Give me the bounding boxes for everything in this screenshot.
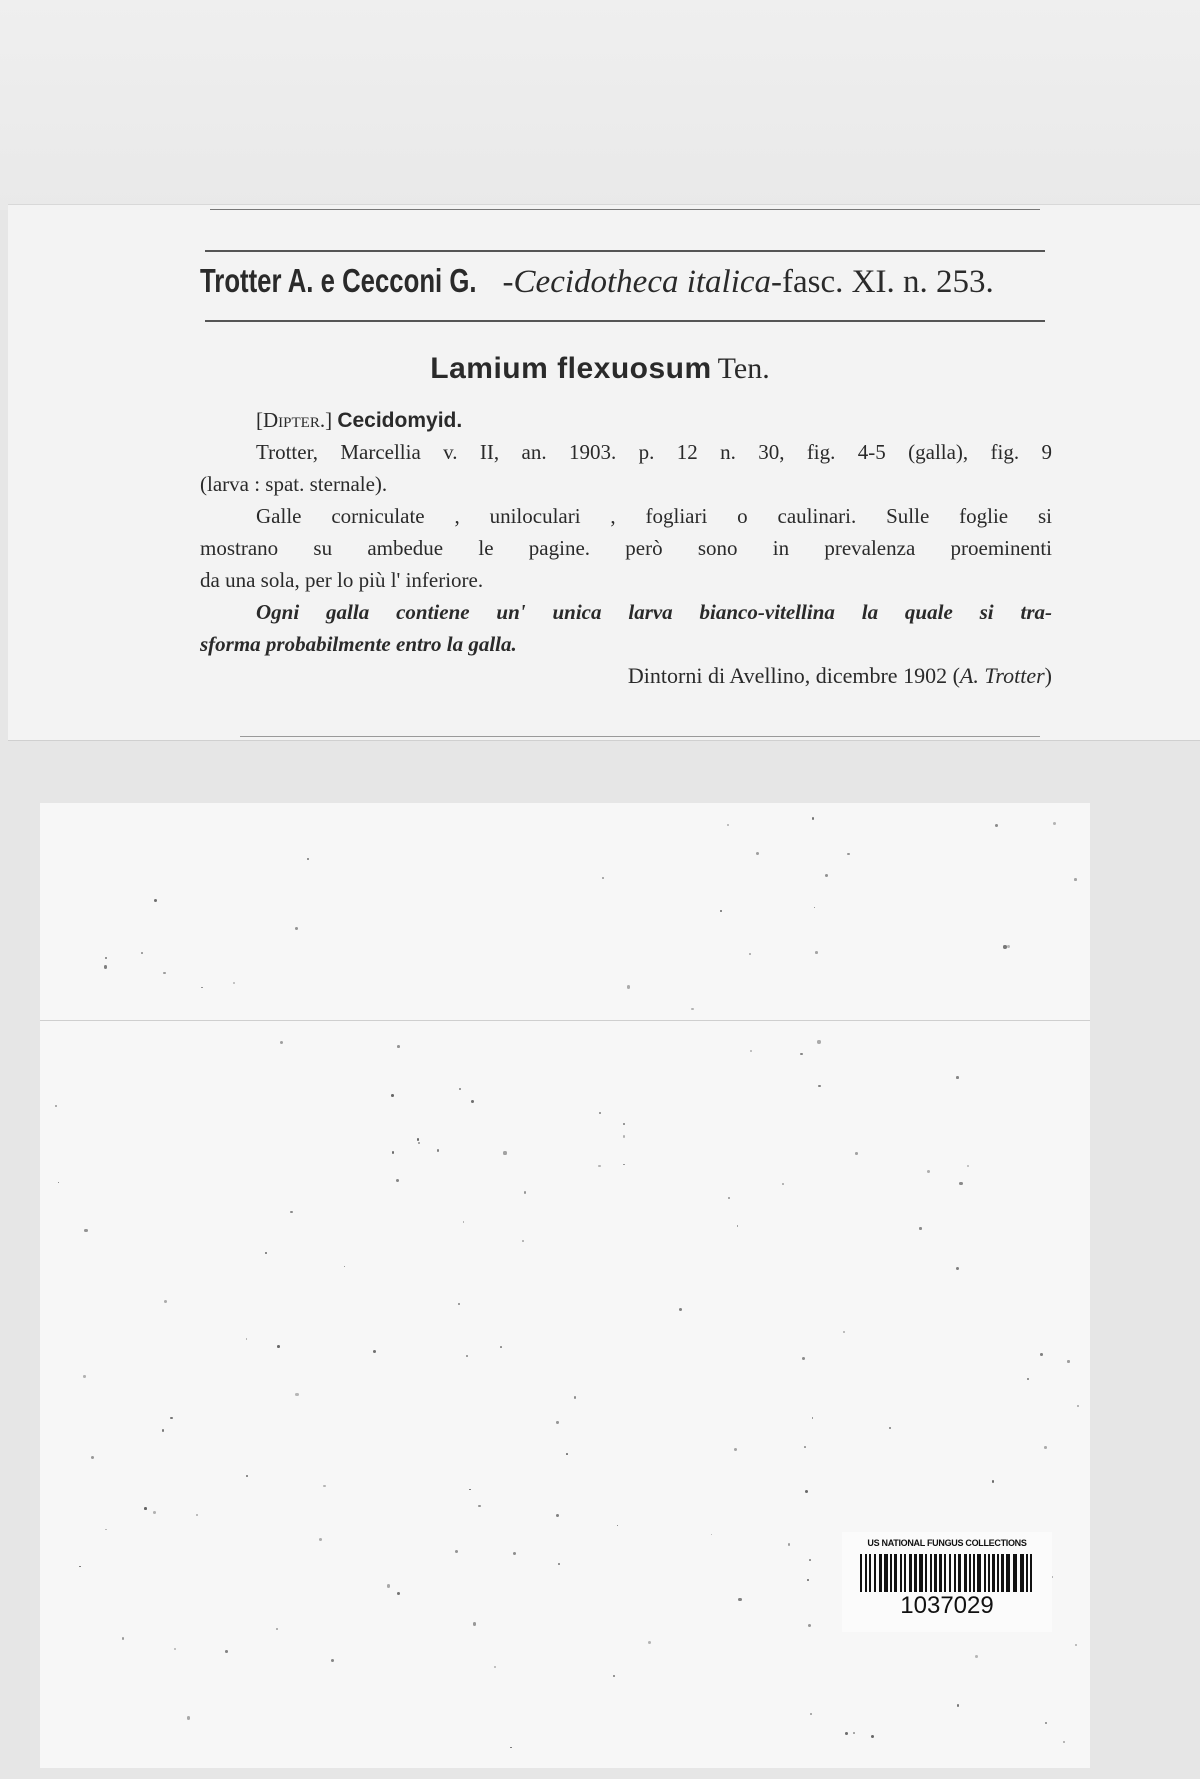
barcode-bar bbox=[930, 1554, 932, 1592]
barcode-bar bbox=[894, 1554, 897, 1592]
label-fascicle: -fasc. XI. n. 253. bbox=[771, 264, 994, 300]
paper-speck bbox=[750, 1050, 752, 1052]
collection-name: US NATIONAL FUNGUS COLLECTIONS bbox=[867, 1538, 1027, 1548]
paper-speck bbox=[55, 1105, 57, 1107]
paper-speck bbox=[802, 1357, 805, 1360]
paper-speck bbox=[807, 1579, 809, 1581]
paper-speck bbox=[104, 965, 107, 968]
barcode-bar bbox=[939, 1554, 942, 1592]
catalog-number: 1037029 bbox=[900, 1592, 994, 1619]
paper-speck bbox=[391, 1094, 394, 1097]
species-name: Lamium flexuosum bbox=[430, 352, 712, 385]
paper-speck bbox=[246, 1475, 248, 1477]
reference-line-1: Trotter, Marcellia v. II, an. 1903. p. 12 n. 30, fig. 4-5 (galla), fig. 9 bbox=[256, 440, 1052, 464]
locality-text: Dintorni di Avellino, dicembre 1902 ( bbox=[627, 663, 960, 688]
paper-speck bbox=[853, 1732, 855, 1734]
paper-speck bbox=[967, 1165, 969, 1167]
paper-speck bbox=[233, 982, 235, 984]
barcode-bar bbox=[904, 1554, 906, 1592]
barcode-bar bbox=[1030, 1554, 1032, 1592]
paper-speck bbox=[1003, 945, 1006, 948]
paper-speck bbox=[1044, 1446, 1047, 1449]
species-author: Ten. bbox=[717, 352, 770, 385]
paper-speck bbox=[574, 1396, 577, 1399]
paper-speck bbox=[756, 852, 759, 855]
paper-speck bbox=[524, 1191, 526, 1193]
barcode-bar bbox=[964, 1554, 967, 1592]
barcode-bar bbox=[997, 1554, 999, 1592]
barcode-bar bbox=[890, 1554, 892, 1592]
paper-speck bbox=[417, 1138, 420, 1141]
paper-speck bbox=[466, 1355, 468, 1357]
paper-speck bbox=[815, 951, 818, 954]
barcode-bar bbox=[879, 1554, 882, 1592]
paper-speck bbox=[956, 1076, 959, 1079]
barcode-bar bbox=[988, 1554, 990, 1592]
barcode-bar bbox=[909, 1554, 912, 1592]
paper-speck bbox=[473, 1622, 476, 1625]
insect-order: [Dipter.] bbox=[256, 408, 333, 432]
paper-speck bbox=[471, 1100, 474, 1103]
barcode-bar bbox=[944, 1554, 946, 1592]
description-line-2: mostrano su ambedue le pagine. però sono in prevalenza proeminenti bbox=[200, 536, 1052, 560]
note-line-1: Ogni galla contiene un' unica larva bianco-vitellina la quale si tra- bbox=[256, 600, 1052, 624]
paper-speck bbox=[623, 1123, 625, 1125]
paper-speck bbox=[782, 1183, 784, 1185]
paper-speck bbox=[558, 1563, 560, 1565]
paper-speck bbox=[83, 1375, 85, 1377]
barcode-bar bbox=[865, 1554, 867, 1592]
paper-speck bbox=[809, 1559, 811, 1561]
paper-speck bbox=[749, 953, 751, 955]
locality-line bbox=[628, 663, 1052, 689]
paper-speck bbox=[397, 1045, 400, 1048]
paper-speck bbox=[975, 1655, 978, 1658]
paper-speck bbox=[164, 1300, 167, 1303]
paper-speck bbox=[265, 1252, 267, 1254]
description-line-1: Galle corniculate , uniloculari , fogliari o caulinari. Sulle foglie si bbox=[256, 504, 1052, 528]
packet-fold-line bbox=[40, 1020, 1090, 1021]
barcode-label bbox=[842, 1532, 1052, 1632]
paper-speck bbox=[295, 927, 298, 930]
paper-speck bbox=[153, 1511, 156, 1514]
paper-speck bbox=[810, 1713, 812, 1715]
header-lower-rule bbox=[205, 320, 1045, 322]
paper-speck bbox=[1040, 1353, 1043, 1356]
barcode-bar bbox=[860, 1554, 862, 1592]
barcode-icon bbox=[860, 1554, 1034, 1592]
taxon-line bbox=[200, 404, 1052, 436]
paper-speck bbox=[225, 1650, 228, 1653]
label-work-title: Cecidotheca italica bbox=[513, 264, 772, 300]
barcode-bar bbox=[869, 1554, 871, 1592]
barcode-bar bbox=[934, 1554, 937, 1592]
barcode-bar bbox=[969, 1554, 971, 1592]
paper-speck bbox=[738, 1598, 741, 1601]
paper-speck bbox=[788, 1543, 790, 1545]
paper-speck bbox=[162, 1429, 164, 1431]
paper-speck bbox=[847, 853, 849, 855]
label-separator: - bbox=[502, 264, 514, 300]
paper-speck bbox=[105, 1529, 107, 1531]
paper-speck bbox=[1067, 1360, 1069, 1362]
paper-speck bbox=[556, 1421, 558, 1423]
barcode-bar bbox=[973, 1554, 975, 1592]
barcode-bar bbox=[984, 1554, 986, 1592]
paper-speck bbox=[141, 952, 143, 954]
label-header bbox=[200, 262, 1050, 301]
label-body bbox=[200, 404, 1052, 660]
barcode-bar bbox=[949, 1554, 951, 1592]
paper-speck bbox=[122, 1637, 124, 1639]
label-bottom-rule bbox=[240, 736, 1040, 737]
paper-speck bbox=[1074, 878, 1077, 881]
paper-speck bbox=[800, 1053, 802, 1055]
species-heading bbox=[0, 352, 1200, 386]
barcode-bar bbox=[1001, 1554, 1004, 1592]
barcode-bar bbox=[1026, 1554, 1028, 1592]
paper-speck bbox=[163, 972, 166, 975]
barcode-bar bbox=[954, 1554, 956, 1592]
paper-speck bbox=[627, 985, 630, 988]
paper-speck bbox=[623, 1135, 626, 1138]
barcode-bar bbox=[919, 1554, 923, 1592]
paper-speck bbox=[804, 1446, 806, 1448]
paper-speck bbox=[959, 1182, 962, 1185]
herbarium-sheet-top bbox=[0, 0, 1200, 210]
collector-name: A. Trotter bbox=[959, 663, 1045, 688]
paper-speck bbox=[387, 1584, 390, 1587]
paper-speck bbox=[919, 1227, 921, 1229]
paper-speck bbox=[187, 1716, 190, 1719]
barcode-bar bbox=[874, 1554, 876, 1592]
locality-close: ) bbox=[1044, 663, 1052, 688]
paper-speck bbox=[323, 1485, 325, 1487]
barcode-bar bbox=[900, 1554, 902, 1592]
header-upper-rule bbox=[205, 250, 1045, 252]
insect-family: Cecidomyid. bbox=[337, 409, 463, 432]
label-top-rule bbox=[210, 209, 1040, 210]
barcode-bar bbox=[992, 1554, 995, 1592]
barcode-bar bbox=[884, 1554, 888, 1592]
paper-speck bbox=[889, 1427, 891, 1429]
paper-speck bbox=[522, 1240, 524, 1242]
paper-speck bbox=[728, 1197, 730, 1199]
barcode-bar bbox=[958, 1554, 961, 1592]
paper-speck bbox=[817, 1040, 820, 1043]
barcode-bar bbox=[1006, 1554, 1010, 1592]
note-line-2: sforma probabilmente entro la galla. bbox=[200, 632, 517, 656]
label-authors: Trotter A. e Cecconi G. bbox=[200, 262, 477, 299]
paper-speck bbox=[602, 877, 604, 879]
paper-speck bbox=[727, 824, 729, 826]
reference-line-2: (larva : spat. sternale). bbox=[200, 472, 388, 496]
paper-speck bbox=[144, 1507, 147, 1510]
barcode-bar bbox=[1013, 1554, 1017, 1592]
paper-speck bbox=[392, 1151, 395, 1154]
paper-speck bbox=[720, 910, 722, 912]
paper-speck bbox=[418, 1142, 420, 1144]
barcode-bar bbox=[914, 1554, 917, 1592]
paper-speck bbox=[295, 1393, 298, 1396]
paper-speck bbox=[277, 1345, 280, 1348]
paper-speck bbox=[691, 1008, 693, 1010]
paper-speck bbox=[170, 1417, 172, 1419]
paper-speck bbox=[957, 1704, 959, 1706]
barcode-bar bbox=[977, 1554, 981, 1592]
barcode-bar bbox=[925, 1554, 927, 1592]
description-line-3: da una sola, per lo più l' inferiore. bbox=[200, 568, 484, 592]
paper-speck bbox=[503, 1151, 506, 1154]
paper-speck bbox=[825, 874, 828, 877]
barcode-bar bbox=[1020, 1554, 1024, 1592]
